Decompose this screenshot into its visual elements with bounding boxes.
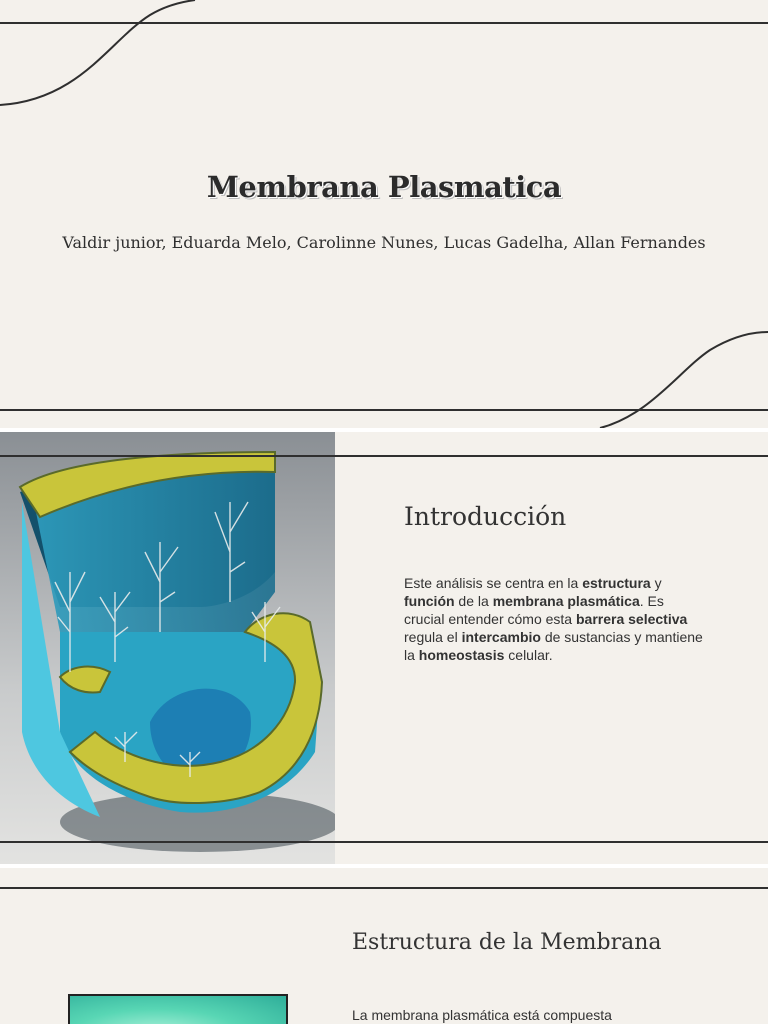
title-slide (0, 0, 768, 428)
structure-body: La membrana plasmática está compuesta (352, 1007, 612, 1023)
intro-text-run: de la (454, 593, 493, 609)
intro-slide (0, 432, 768, 864)
decorative-lines (0, 0, 768, 428)
cell-illustration-icon (68, 994, 288, 1024)
intro-text-run: . Es crucial entender cómo esta (404, 593, 664, 627)
top-left-curve (0, 0, 195, 105)
structure-heading: Estructura de la Membrana (352, 930, 662, 955)
intro-text-run: celular. (504, 647, 553, 663)
intro-keyword: barrera selectiva (575, 611, 688, 627)
intro-heading: Introducción (404, 502, 567, 531)
intro-text-run: regula el (404, 629, 462, 645)
intro-keyword: función (404, 593, 455, 609)
intro-text-run: Este análisis se centra en la (404, 575, 583, 591)
intro-keyword: membrana plasmática (492, 593, 640, 609)
intro-keyword: intercambio (461, 629, 541, 645)
intro-text-run: de sustancias y mantiene la (404, 629, 703, 663)
structure-slide (0, 868, 768, 1024)
intro-keyword: homeostasis (418, 647, 505, 663)
intro-text-run: y (650, 575, 662, 591)
intro-body (404, 574, 704, 664)
presentation-title: Membrana Plasmatica (206, 170, 562, 204)
bottom-right-curve (600, 332, 768, 428)
intro-keyword: estructura (582, 575, 651, 591)
authors-list: Valdir junior, Eduarda Melo, Carolinne Nunes, Lucas Gadelha, Allan Fernandes (62, 233, 706, 252)
